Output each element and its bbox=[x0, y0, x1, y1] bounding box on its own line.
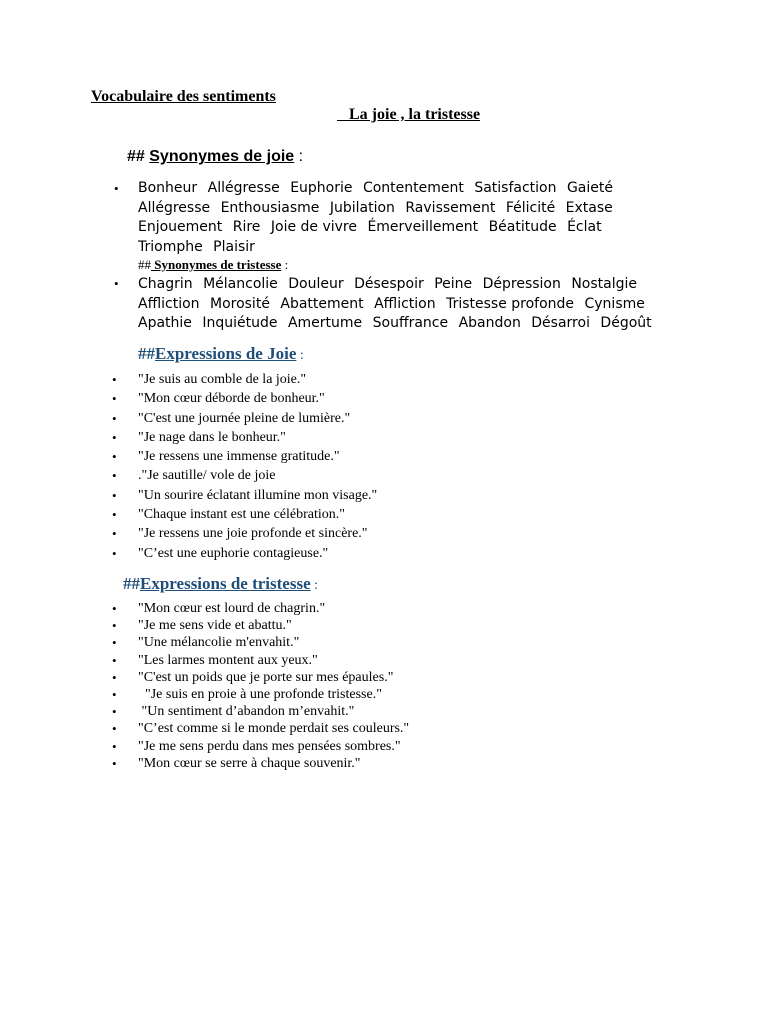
heading-suffix: : bbox=[310, 578, 319, 593]
list-item bbox=[112, 466, 377, 485]
heading-title: Synonymes de tristesse bbox=[151, 257, 282, 272]
synonym-word: Allégresse bbox=[138, 199, 211, 216]
synonym-word: Amertume bbox=[287, 315, 363, 331]
synonym-word: Douleur bbox=[288, 276, 344, 292]
heading-suffix: : bbox=[294, 148, 304, 165]
expression-text: "C’est comme si le monde perdait ses couleurs." bbox=[138, 721, 410, 737]
synonym-word: Chagrin bbox=[138, 276, 193, 292]
expression-text: "Je suis en proie à une profonde tristesse." bbox=[138, 686, 382, 702]
synonym-word: Satisfaction bbox=[474, 180, 557, 196]
heading-expressions-joie bbox=[138, 344, 304, 364]
synonym-word: Nostalgie bbox=[571, 276, 638, 292]
synonym-word: Rire bbox=[232, 219, 261, 235]
synonym-word: Mélancolie bbox=[203, 276, 278, 292]
heading-title: Expressions de Joie bbox=[155, 344, 297, 363]
bullet-icon: • bbox=[114, 181, 119, 196]
synonym-word: Affliction bbox=[138, 295, 200, 312]
list-item bbox=[112, 428, 377, 447]
list-item bbox=[112, 652, 409, 669]
synonym-word: Souffrance bbox=[372, 315, 449, 331]
synonym-word: Félicité bbox=[505, 199, 556, 216]
expression-text: "Je ressens une joie profonde et sincère." bbox=[138, 526, 368, 542]
synonym-word: Dégoût bbox=[600, 315, 652, 331]
document-subtitle bbox=[337, 88, 480, 124]
synonym-word: Jubilation bbox=[329, 199, 395, 216]
bullet-icon: • bbox=[114, 276, 119, 291]
list-item bbox=[112, 409, 377, 428]
synonym-word: Euphorie bbox=[290, 180, 353, 196]
expression-text: "C'est une journée pleine de lumière." bbox=[138, 410, 351, 426]
synonym-word: Enjouement bbox=[138, 219, 223, 235]
synonym-word: Affliction bbox=[374, 295, 436, 312]
list-item bbox=[112, 486, 377, 505]
synonym-word: Désespoir bbox=[354, 276, 424, 292]
list-item bbox=[112, 738, 409, 755]
expression-text: "Je me sens perdu dans mes pensées sombres." bbox=[138, 738, 401, 754]
synonym-word: Triomphe bbox=[138, 238, 203, 255]
expression-text: "Mon cœur se serre à chaque souvenir." bbox=[138, 755, 361, 771]
expression-text: "Un sourire éclatant illumine mon visage." bbox=[138, 487, 378, 503]
synonym-word: Joie de vivre bbox=[270, 219, 357, 235]
heading-title: Expressions de tristesse bbox=[140, 574, 311, 593]
list-item bbox=[112, 389, 377, 408]
expression-text: "Mon cœur déborde de bonheur." bbox=[138, 391, 325, 407]
document-title bbox=[91, 88, 276, 106]
list-item bbox=[112, 617, 409, 634]
list-item bbox=[112, 505, 377, 524]
heading-expressions-tristesse bbox=[123, 574, 318, 594]
expression-text: "Je ressens une immense gratitude." bbox=[138, 449, 340, 465]
synonym-word: Éclat bbox=[567, 219, 602, 235]
expression-text: "Je me sens vide et abattu." bbox=[138, 618, 292, 634]
synonym-word: Contentement bbox=[362, 180, 464, 196]
synonym-word: Émerveillement bbox=[367, 219, 479, 235]
heading-prefix: ## bbox=[138, 344, 155, 363]
synonym-word: Gaieté bbox=[566, 180, 613, 196]
expression-text: "Un sentiment d’abandon m’envahit." bbox=[138, 704, 355, 720]
synonym-word: Enthousiasme bbox=[220, 199, 320, 216]
synonym-word: Ravissement bbox=[405, 199, 496, 216]
list-item bbox=[112, 447, 377, 466]
expression-text: "Les larmes montent aux yeux." bbox=[138, 652, 318, 668]
list-item bbox=[112, 370, 377, 389]
synonym-word: Béatitude bbox=[488, 219, 557, 235]
synonym-word: Abattement bbox=[280, 295, 364, 312]
synonymes-joie-list bbox=[138, 179, 678, 257]
expression-text: "C’est une euphorie contagieuse." bbox=[138, 545, 329, 561]
synonym-word: Bonheur bbox=[138, 180, 198, 196]
expression-text: "Une mélancolie m'envahit." bbox=[138, 635, 300, 651]
expressions-joie-list bbox=[112, 370, 377, 563]
list-item bbox=[112, 600, 409, 617]
synonym-word: Apathie bbox=[138, 315, 192, 331]
list-item bbox=[112, 524, 377, 543]
heading-synonymes-tristesse bbox=[138, 257, 288, 273]
synonym-word: Plaisir bbox=[213, 238, 255, 255]
list-item bbox=[112, 544, 377, 563]
synonym-word: Peine bbox=[434, 276, 473, 292]
heading-suffix: : bbox=[281, 257, 289, 272]
heading-synonymes-joie bbox=[127, 148, 303, 166]
list-item bbox=[112, 703, 409, 720]
list-item bbox=[112, 755, 409, 772]
synonymes-tristesse-list bbox=[138, 275, 678, 334]
synonym-word: Allégresse bbox=[207, 180, 280, 196]
expression-text: ."Je sautille/ vole de joie bbox=[138, 468, 276, 484]
list-item bbox=[112, 634, 409, 651]
synonym-word: Morosité bbox=[209, 295, 270, 312]
heading-suffix: : bbox=[296, 348, 304, 363]
title-left: Vocabulaire des sentiments bbox=[91, 88, 276, 105]
list-item bbox=[112, 669, 409, 686]
heading-prefix: ## bbox=[127, 148, 150, 165]
heading-prefix: ## bbox=[123, 574, 140, 593]
synonym-word: Dépression bbox=[482, 276, 561, 292]
synonym-word: Inquiétude bbox=[202, 315, 278, 331]
heading-title: Synonymes de joie bbox=[149, 148, 295, 165]
expression-text: "Je suis au comble de la joie." bbox=[138, 372, 307, 387]
expression-text: "C'est un poids que je porte sur mes épaules." bbox=[138, 669, 394, 685]
expression-text: "Chaque instant est une célébration." bbox=[138, 507, 345, 523]
synonym-word: Cynisme bbox=[584, 295, 645, 312]
synonym-word: Extase bbox=[565, 199, 613, 216]
expression-text: "Mon cœur est lourd de chagrin." bbox=[138, 601, 326, 616]
synonym-word: Abandon bbox=[458, 315, 521, 331]
title-right: La joie , la tristesse bbox=[345, 106, 481, 123]
synonym-word: Désarroi bbox=[531, 315, 590, 331]
synonym-word: Tristesse profonde bbox=[446, 295, 575, 312]
heading-prefix: ## bbox=[138, 257, 151, 272]
expressions-tristesse-list bbox=[112, 600, 409, 772]
expression-text: "Je nage dans le bonheur." bbox=[138, 429, 286, 445]
list-item bbox=[112, 720, 409, 737]
list-item bbox=[112, 686, 409, 703]
